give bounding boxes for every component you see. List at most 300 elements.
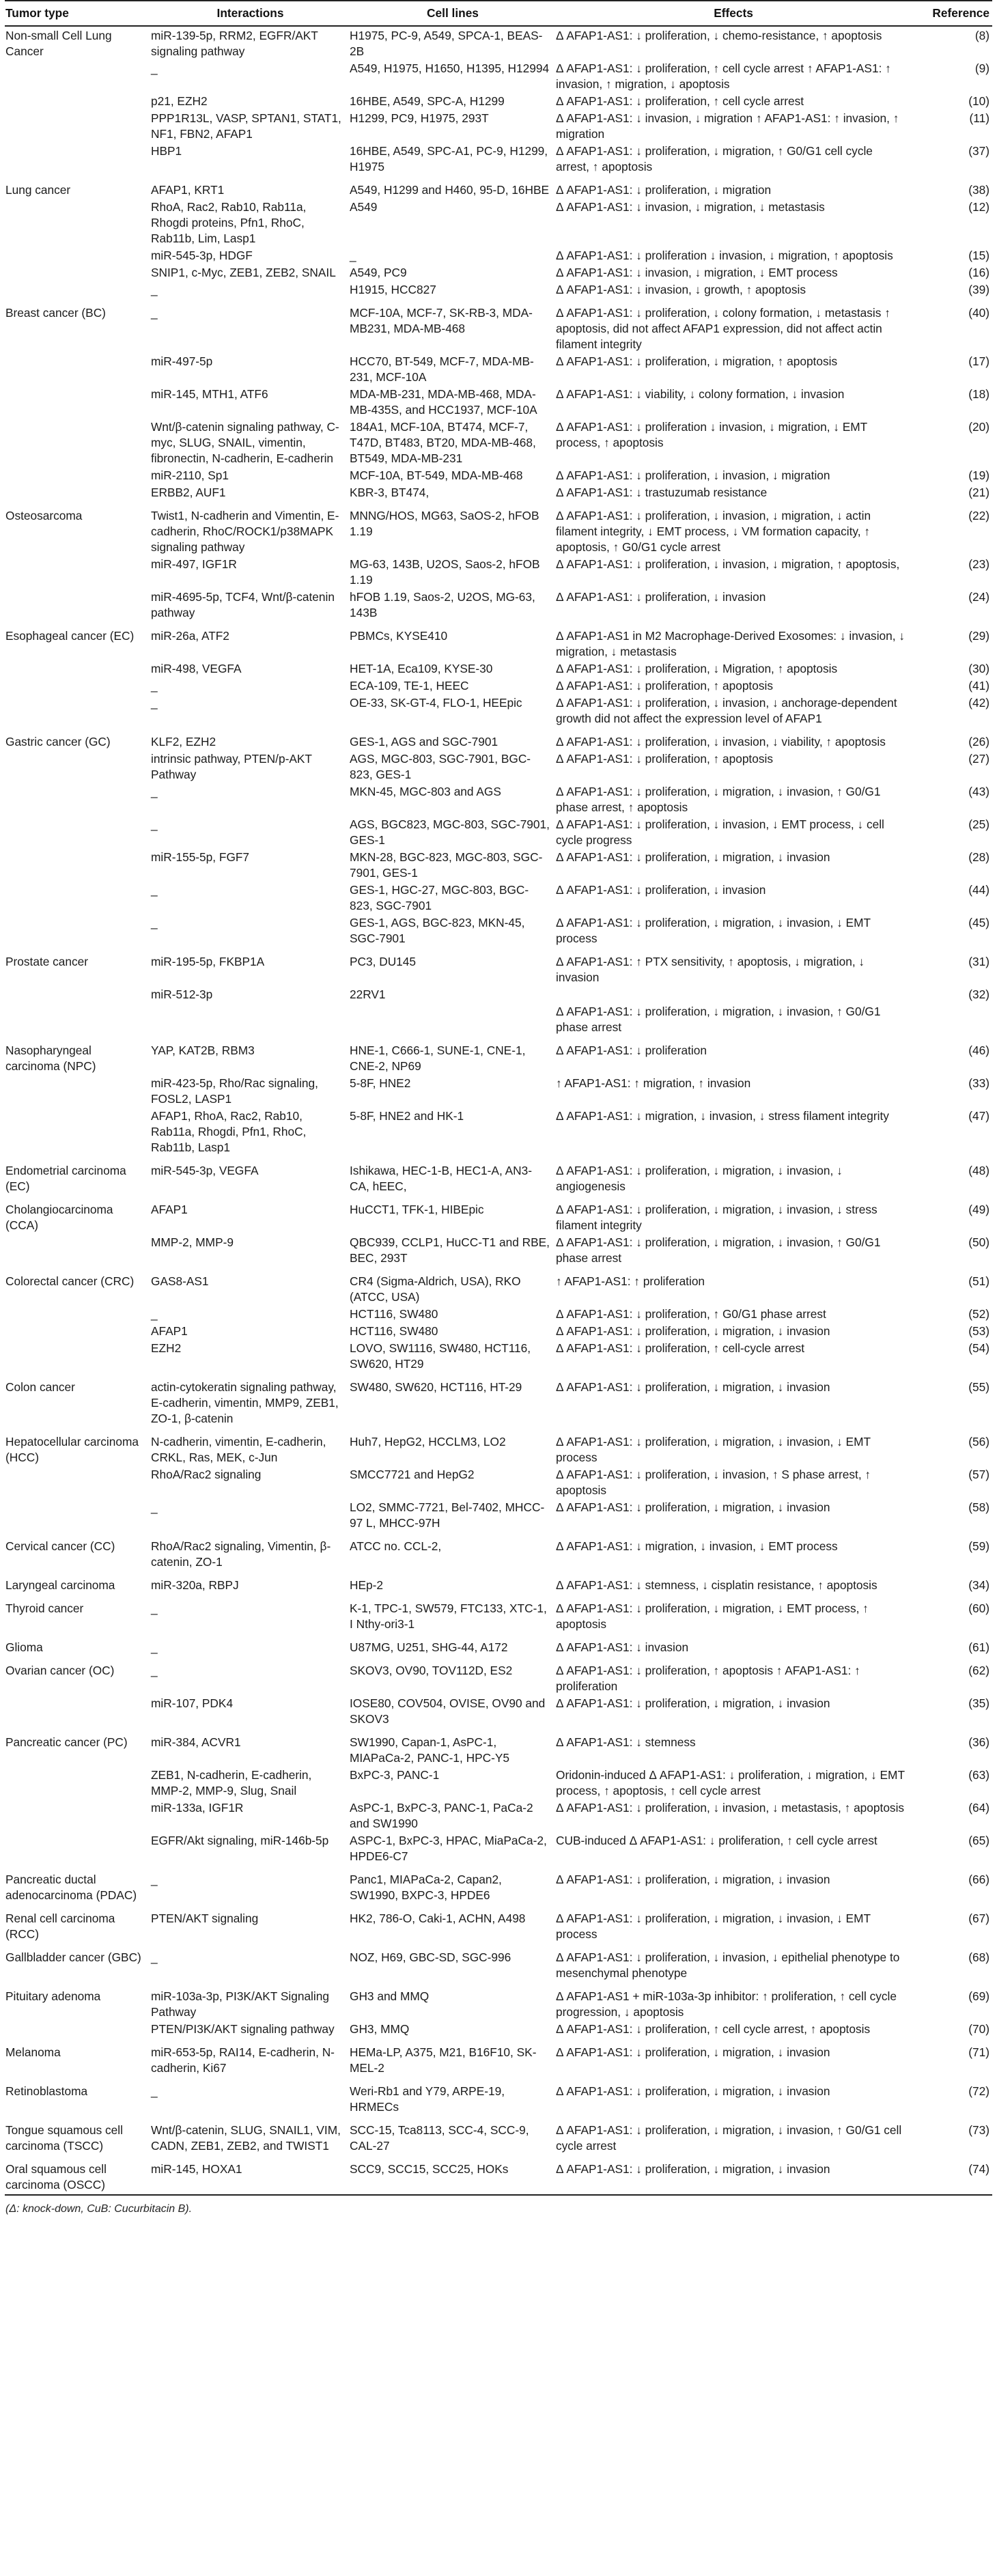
cell-effects: Δ AFAP1-AS1: ↓ proliferation, ↓ invasion, ↓ migration, ↓ actin filament integrity, ↓ EMT process, ↓ VM formation capacity, ↑ apoptosis, ↑ G0/G1 cycle arrest [556, 509, 871, 554]
cell-interactions: RhoA, Rac2, Rab10, Rab11a, Rhogdi proteins, Pfn1, RhoC, Rab11b, Lim, Lasp1 [151, 200, 307, 245]
cell-effects: Δ AFAP1-AS1: ↓ proliferation, ↑ cell cycle arrest, ↑ apoptosis [556, 2022, 871, 2036]
cell-interactions: miR-384, ACVR1 [151, 1735, 241, 1749]
cell-effects: Δ AFAP1-AS1: ↓ proliferation, ↓ invasion [556, 883, 766, 897]
cell-interactions: _ [151, 1500, 158, 1514]
cell-interactions: miR-26a, ATF2 [151, 629, 229, 643]
cell-cell-lines: CR4 (Sigma-Aldrich, USA), RKO (ATCC, USA) [350, 1274, 521, 1304]
cell-cell-lines: SW1990, Capan-1, AsPC-1, MIAPaCa-2, PANC-1, HPC-Y5 [350, 1735, 509, 1765]
cell-effects: Δ AFAP1-AS1: ↓ proliferation, ↑ apoptosis [556, 752, 773, 766]
cell-effects: Δ AFAP1-AS1: ↓ proliferation, ↓ migration, ↓ invasion, ↑ G0/G1 phase arrest, ↑ apoptosis [556, 785, 881, 814]
cell-interactions: _ [151, 785, 158, 798]
cell-reference: (20) [968, 420, 989, 434]
cell-effects: Δ AFAP1-AS1: ↓ proliferation, ↓ chemo-resistance, ↑ apoptosis [556, 29, 882, 42]
cell-interactions: miR-4695-5p, TCF4, Wnt/β-catenin pathway [151, 590, 335, 619]
table-row [5, 142, 992, 175]
cell-interactions: YAP, KAT2B, RBM3 [151, 1044, 255, 1057]
cell-cell-lines: Ishikawa, HEC-1-B, HEC1-A, AN3-CA, hEEC, [350, 1164, 532, 1193]
cell-cell-lines: LOVO, SW1116, SW480, HCT116, SW620, HT29 [350, 1341, 531, 1371]
cell-tumor-type: Ovarian cancer (OC) [5, 1664, 115, 1677]
cell-interactions [151, 1003, 350, 1035]
cell-tumor-type [5, 1233, 151, 1266]
cell-tumor-type: Cholangiocarcinoma (CCA) [5, 1203, 113, 1232]
table-row [5, 660, 992, 677]
cell-reference: (68) [968, 1950, 989, 1964]
cell-cell-lines: NOZ, H69, GBC-SD, SGC-996 [350, 1950, 511, 1964]
cell-tumor-type: Cervical cancer (CC) [5, 1539, 115, 1553]
cell-cell-lines: HET-1A, Eca109, KYSE-30 [350, 662, 493, 675]
cell-effects: Δ AFAP1-AS1: ↑ PTX sensitivity, ↑ apoptosis, ↓ migration, ↓ invasion [556, 955, 865, 984]
cell-reference: (41) [968, 679, 989, 692]
table-row [5, 1322, 992, 1339]
cell-effects: Δ AFAP1-AS1: ↓ proliferation ↓ invasion, ↓ migration, ↑ apoptosis [556, 249, 893, 262]
cell-cell-lines: HCT116, SW480 [350, 1307, 438, 1321]
cell-cell-lines: _ [350, 249, 356, 262]
cell-interactions: _ [151, 1873, 158, 1886]
cell-reference: (43) [968, 785, 989, 798]
cell-interactions: KLF2, EZH2 [151, 735, 216, 748]
cell-cell-lines: GES-1, AGS and SGC-7901 [350, 735, 498, 748]
cell-cell-lines: K-1, TPC-1, SW579, FTC133, XTC-1, I Nthy-ori3-1 [350, 1601, 547, 1631]
cell-reference: (47) [968, 1109, 989, 1123]
header-row [5, 1, 992, 26]
table-row [5, 1466, 992, 1498]
cell-interactions: miR-2110, Sp1 [151, 468, 229, 482]
cell-tumor-type: Non-small Cell Lung Cancer [5, 29, 112, 58]
table-row [5, 1570, 992, 1593]
cell-tumor-type: Renal cell carcinoma (RCC) [5, 1912, 115, 1941]
table-row [5, 1339, 992, 1372]
cell-reference: (48) [968, 1164, 989, 1177]
table-row [5, 985, 992, 1003]
cell-interactions: RhoA/Rac2 signaling [151, 1468, 262, 1481]
cell-cell-lines: MCF-10A, BT-549, MDA-MB-468 [350, 468, 523, 482]
cell-cell-lines: 22RV1 [350, 988, 386, 1001]
table-row [5, 1531, 992, 1570]
cell-interactions: MMP-2, MMP-9 [151, 1235, 234, 1249]
table-row [5, 1981, 992, 2020]
cell-cell-lines: OE-33, SK-GT-4, FLO-1, HEEpic [350, 696, 522, 710]
cell-reference: (53) [968, 1324, 989, 1338]
cell-effects: Δ AFAP1-AS1: ↓ proliferation, ↓ migration, ↓ invasion [556, 2084, 830, 2098]
cell-interactions: miR-103a-3p, PI3K/AKT Signaling Pathway [151, 1989, 329, 2019]
cell-cell-lines: MDA-MB-231, MDA-MB-468, MDA-MB-435S, and HCC1937, MCF-10A [350, 387, 537, 417]
cell-reference: (70) [968, 2022, 989, 2036]
cell-reference: (19) [968, 468, 989, 482]
cell-effects: Δ AFAP1-AS1: ↓ stemness [556, 1735, 696, 1749]
table-row [5, 1305, 992, 1322]
table-row [5, 750, 992, 783]
table-row [5, 727, 992, 750]
cell-reference: (73) [968, 2123, 989, 2137]
cell-reference: (21) [968, 486, 989, 499]
cell-tumor-type: Lung cancer [5, 183, 71, 197]
cell-interactions: AFAP1 [151, 1203, 188, 1216]
cell-tumor-type: Esophageal cancer (EC) [5, 629, 135, 643]
cell-tumor-type [5, 815, 151, 848]
table-body [5, 26, 992, 2195]
cell-interactions: _ [151, 1307, 158, 1321]
cell-cell-lines: SCC9, SCC15, SCC25, HOKs [350, 2154, 556, 2195]
cell-effects: Δ AFAP1-AS1: ↓ invasion, ↓ migration, ↓ EMT process [556, 266, 838, 279]
cell-cell-lines: HuCCT1, TFK-1, HIBEpic [350, 1203, 484, 1216]
cell-tumor-type [5, 109, 151, 142]
cell-tumor-type: Retinoblastoma [5, 2084, 88, 2098]
cell-interactions: actin-cytokeratin signaling pathway, E-cadherin, vimentin, MMP9, ZEB1, ZO-1, β-catenin [151, 1380, 339, 1425]
cell-reference: (22) [968, 509, 989, 522]
cell-reference: (31) [968, 955, 989, 968]
cell-effects: Δ AFAP1-AS1: ↓ proliferation, ↓ invasion, ↓ anchorage-dependent growth did not affect the expression level of AFAP1 [556, 696, 897, 725]
cell-effects: Δ AFAP1-AS1: ↓ proliferation, ↓ migration, ↓ invasion [556, 850, 830, 864]
cell-cell-lines: AGS, BGC823, MGC-803, SGC-7901, GES-1 [350, 817, 550, 847]
table-row [5, 588, 992, 621]
cell-reference: (38) [968, 183, 989, 197]
cell-effects: Δ AFAP1-AS1: ↓ proliferation, ↓ migration, ↓ invasion [556, 2154, 911, 2195]
cell-tumor-type [5, 783, 151, 815]
cell-cell-lines: HK2, 786-O, Caki-1, ACHN, A498 [350, 1912, 526, 1925]
table-row [5, 1035, 992, 1074]
cell-interactions: miR-145, HOXA1 [151, 2154, 350, 2195]
cell-effects: Δ AFAP1-AS1: ↓ proliferation, ↓ migration, ↓ EMT process, ↑ apoptosis [556, 1601, 869, 1631]
cell-effects: Δ AFAP1-AS1: ↓ stemness, ↓ cisplatin resistance, ↑ apoptosis [556, 1578, 877, 1592]
cell-reference: (67) [968, 1912, 989, 1925]
cell-tumor-type: Nasopharyngeal carcinoma (NPC) [5, 1044, 96, 1073]
cell-effects: Δ AFAP1-AS1: ↓ proliferation, ↓ migration, ↓ invasion [556, 1696, 830, 1710]
cell-cell-lines: ATCC no. CCL-2, [350, 1539, 442, 1553]
cell-effects: Δ AFAP1-AS1: ↓ proliferation, ↓ migration, ↓ invasion, ↑ G0/G1 phase arrest [556, 1235, 881, 1265]
cell-cell-lines: SKOV3, OV90, TOV112D, ES2 [350, 1664, 513, 1677]
cell-cell-lines: HNE-1, C666-1, SUNE-1, CNE-1, CNE-2, NP69 [350, 1044, 526, 1073]
cell-interactions: miR-512-3p [151, 988, 213, 1001]
cell-tumor-type [5, 385, 151, 418]
cell-effects: Δ AFAP1-AS1: ↓ proliferation, ↓ migration [556, 183, 772, 197]
cell-tumor-type [5, 484, 151, 501]
cell-reference: (23) [968, 557, 989, 571]
table-row [5, 264, 992, 281]
cell-cell-lines: KBR-3, BT474, [350, 486, 430, 499]
cell-interactions: N-cadherin, vimentin, E-cadherin, CRKL, Ras, MEK, c-Jun [151, 1435, 326, 1464]
cell-reference: (40) [968, 306, 989, 320]
cell-effects: Δ AFAP1-AS1: ↓ proliferation, ↓ migration, ↓ invasion, ↑ G0/G1 cell cycle arrest [556, 2123, 902, 2153]
table-row [5, 1498, 992, 1531]
cell-cell-lines: 16HBE, A549, SPC-A, H1299 [350, 94, 505, 108]
cell-interactions: miR-195-5p, FKBP1A [151, 955, 265, 968]
cell-reference: (33) [968, 1076, 989, 1090]
header-reference: Reference [911, 1, 992, 26]
cell-cell-lines [350, 1003, 556, 1035]
cell-interactions: ZEB1, N-cadherin, E-cadherin, MMP-2, MMP-9, Slug, Snail [151, 1768, 312, 1797]
cell-cell-lines: HEMa-LP, A375, M21, B16F10, SK-MEL-2 [350, 2045, 537, 2075]
cell-cell-lines: ECA-109, TE-1, HEEC [350, 679, 469, 692]
cell-reference: (60) [968, 1601, 989, 1615]
cell-tumor-type [5, 247, 151, 264]
cell-tumor-type [5, 264, 151, 281]
cell-effects: ↑ AFAP1-AS1: ↑ proliferation [556, 1274, 705, 1288]
cell-interactions: miR-497, IGF1R [151, 557, 237, 571]
table-row [5, 298, 992, 352]
cell-reference: (56) [968, 1435, 989, 1448]
cell-reference: (10) [968, 94, 989, 108]
cell-cell-lines: A549, H1299 and H460, 95-D, 16HBE [350, 183, 550, 197]
cell-interactions: _ [151, 1640, 158, 1654]
cell-effects: Δ AFAP1-AS1: ↓ proliferation, ↓ invasion, ↓ EMT process, ↓ cell cycle progress [556, 817, 884, 847]
cell-interactions: miR-155-5p, FGF7 [151, 850, 250, 864]
cell-effects: Δ AFAP1-AS1: ↓ proliferation, ↓ migration, ↓ invasion [556, 1873, 830, 1886]
cell-effects: Δ AFAP1-AS1: ↓ proliferation, ↓ invasion, ↑ S phase arrest, ↑ apoptosis [556, 1468, 871, 1497]
cell-tumor-type [5, 1832, 151, 1864]
cell-cell-lines: BxPC-3, PANC-1 [350, 1768, 440, 1782]
cell-tumor-type: Pancreatic ductal adenocarcinoma (PDAC) [5, 1873, 137, 1902]
table-row [5, 2115, 992, 2154]
table-row [5, 1694, 992, 1727]
cell-tumor-type: Breast cancer (BC) [5, 306, 106, 320]
cell-cell-lines: A549 [350, 200, 378, 214]
cell-effects: Δ AFAP1-AS1: ↓ proliferation, ↓ migration, ↓ invasion [556, 1380, 830, 1394]
cell-cell-lines: IOSE80, COV504, OVISE, OV90 and SKOV3 [350, 1696, 546, 1726]
cell-cell-lines: H1915, HCC827 [350, 283, 436, 296]
cell-interactions: miR-545-3p, VEGFA [151, 1164, 259, 1177]
cell-cell-lines: PC3, DU145 [350, 955, 417, 968]
cell-cell-lines: Weri-Rb1 and Y79, ARPE-19, HRMECs [350, 2084, 505, 2114]
cell-interactions: SNIP1, c-Myc, ZEB1, ZEB2, SNAIL [151, 266, 336, 279]
cell-effects: Δ AFAP1-AS1: ↓ proliferation, ↓ migration, ↓ invasion, ↓ stress filament integrity [556, 1203, 877, 1232]
cell-reference: (57) [968, 1468, 989, 1481]
cell-reference: (62) [968, 1664, 989, 1677]
cell-cell-lines: HCC70, BT-549, MCF-7, MDA-MB-231, MCF-10A [350, 354, 534, 384]
cell-tumor-type [5, 1107, 151, 1156]
cell-cell-lines: hFOB 1.19, Saos-2, U2OS, MG-63, 143B [350, 590, 535, 619]
cell-interactions: miR-133a, IGF1R [151, 1801, 244, 1815]
cell-tumor-type: Osteosarcoma [5, 509, 83, 522]
cell-reference: (18) [968, 387, 989, 401]
cell-cell-lines: 184A1, MCF-10A, BT474, MCF-7, T47D, BT483, BT20, MDA-MB-468, BT549, MDA-MB-231 [350, 420, 536, 465]
cell-cell-lines: Huh7, HepG2, HCCLM3, LO2 [350, 1435, 506, 1448]
cell-reference: (17) [968, 354, 989, 368]
cell-interactions: GAS8-AS1 [151, 1274, 209, 1288]
table-row [5, 92, 992, 109]
cell-tumor-type [5, 1766, 151, 1799]
table-row [5, 621, 992, 660]
cell-tumor-type [5, 750, 151, 783]
cell-reference: (11) [969, 111, 989, 125]
cell-cell-lines: U87MG, U251, SHG-44, A172 [350, 1640, 508, 1654]
cell-effects: Δ AFAP1-AS1: ↓ invasion, ↓ growth, ↑ apoptosis [556, 283, 806, 296]
cell-effects: Δ AFAP1-AS1: ↓ proliferation, ↓ migration, ↓ invasion, ↓ EMT process [556, 1435, 871, 1464]
cell-reference: (24) [968, 590, 989, 604]
cell-effects: Δ AFAP1-AS1: ↓ proliferation, ↓ invasion, ↓ migration, ↑ apoptosis, [556, 557, 900, 571]
cell-effects: Δ AFAP1-AS1: ↓ proliferation, ↑ cell cycle arrest [556, 94, 804, 108]
cell-cell-lines: GH3, MMQ [350, 2022, 410, 2036]
cell-reference: (66) [968, 1873, 989, 1886]
cell-tumor-type [5, 92, 151, 109]
cell-reference: (35) [968, 1696, 989, 1710]
cell-interactions: miR-498, VEGFA [151, 662, 242, 675]
cell-interactions: _ [151, 817, 158, 831]
cell-reference: (29) [968, 629, 989, 643]
cell-effects: Δ AFAP1-AS1: ↓ proliferation, ↓ invasion, ↓ migration [556, 468, 830, 482]
cell-effects: Δ AFAP1-AS1: ↓ proliferation, ↑ apoptosis ↑ AFAP1-AS1: ↑ proliferation [556, 1664, 860, 1693]
table-row [5, 783, 992, 815]
table-row [5, 1427, 992, 1466]
cell-tumor-type [5, 555, 151, 588]
cell-tumor-type: Colon cancer [5, 1380, 75, 1394]
table-row [5, 815, 992, 848]
cell-tumor-type: Prostate cancer [5, 955, 89, 968]
cell-interactions: _ [151, 61, 158, 75]
cell-tumor-type: Pancreatic cancer (PC) [5, 1735, 128, 1749]
cell-reference: (36) [968, 1735, 989, 1749]
cell-reference: (55) [968, 1380, 989, 1394]
cell-interactions: EZH2 [151, 1341, 182, 1355]
cell-tumor-type [5, 1074, 151, 1107]
header-tumor-type: Tumor type [5, 1, 151, 26]
cell-tumor-type [5, 1339, 151, 1372]
cell-tumor-type [5, 59, 151, 92]
table-row [5, 484, 992, 501]
cell-interactions: miR-423-5p, Rho/Rac signaling, FOSL2, LASP1 [151, 1076, 318, 1106]
cell-reference: (52) [968, 1307, 989, 1321]
cell-reference: (64) [968, 1801, 989, 1815]
cell-reference: (63) [968, 1768, 989, 1782]
cell-effects: Δ AFAP1-AS1: ↓ proliferation, ↓ migration, ↓ invasion [556, 2045, 830, 2059]
cell-interactions: intrinsic pathway, PTEN/p-AKT Pathway [151, 752, 312, 781]
cell-reference: (49) [968, 1203, 989, 1216]
cell-effects: Δ AFAP1-AS1: ↓ proliferation, ↓ migration, ↑ apoptosis [556, 354, 838, 368]
cell-interactions: Twist1, N-cadherin and Vimentin, E-cadherin, RhoC/ROCK1/p38MAPK signaling pathway [151, 509, 339, 554]
cell-reference: (39) [968, 283, 989, 296]
cell-interactions: _ [151, 283, 158, 296]
cell-reference: (30) [968, 662, 989, 675]
cell-cell-lines: GES-1, AGS, BGC-823, MKN-45, SGC-7901 [350, 916, 525, 945]
cell-effects: Δ AFAP1-AS1: ↓ proliferation, ↓ migration, ↑ G0/G1 cell cycle arrest, ↑ apoptosis [556, 144, 873, 173]
cell-tumor-type [5, 1694, 151, 1727]
table-row [5, 26, 992, 59]
table-row [5, 198, 992, 247]
table-row [5, 352, 992, 385]
cell-interactions: AFAP1, RhoA, Rac2, Rab10, Rab11a, Rhogdi, Pfn1, RhoC, Rab11b, Lasp1 [151, 1109, 307, 1154]
cell-cell-lines: GES-1, HGC-27, MGC-803, BGC-823, SGC-7901 [350, 883, 529, 912]
cell-tumor-type [5, 466, 151, 484]
cell-tumor-type: Laryngeal carcinoma [5, 1578, 115, 1592]
cell-tumor-type [5, 1799, 151, 1832]
table-row [5, 1003, 992, 1035]
cell-tumor-type [5, 848, 151, 881]
cell-tumor-type [5, 914, 151, 947]
cell-cell-lines: QBC939, CCLP1, HuCC-T1 and RBE, BEC, 293T [350, 1235, 550, 1265]
cell-reference: (54) [968, 1341, 989, 1355]
cell-effects: Δ AFAP1-AS1: ↓ invasion, ↓ migration, ↓ metastasis [556, 200, 825, 214]
cell-tumor-type: Tongue squamous cell carcinoma (TSCC) [5, 2123, 123, 2153]
cell-effects: Δ AFAP1-AS1 in M2 Macrophage-Derived Exosomes: ↓ invasion, ↓ migration, ↓ metastasis [556, 629, 905, 658]
table-row [5, 1593, 992, 1632]
cell-effects: Δ AFAP1-AS1: ↓ proliferation, ↑ cell cycle arrest ↑ AFAP1-AS1: ↑ invasion, ↑ migration, ↓ apoptosis [556, 61, 891, 91]
table-row [5, 677, 992, 694]
cell-cell-lines: 5-8F, HNE2 and HK-1 [350, 1109, 464, 1123]
cell-reference: (51) [968, 1274, 989, 1288]
table-row [5, 1233, 992, 1266]
table-row [5, 2154, 992, 2195]
cell-tumor-type [5, 198, 151, 247]
cell-tumor-type [5, 1466, 151, 1498]
cell-reference: (26) [968, 735, 989, 748]
cell-tumor-type [5, 1003, 151, 1035]
header-cell-lines: Cell lines [350, 1, 556, 26]
cell-cell-lines: PBMCs, KYSE410 [350, 629, 448, 643]
cell-effects: Δ AFAP1-AS1: ↓ trastuzumab resistance [556, 486, 768, 499]
cell-cell-lines: AsPC-1, BxPC-3, PANC-1, PaCa-2 and SW1990 [350, 1801, 533, 1830]
cell-interactions: miR-320a, RBPJ [151, 1578, 239, 1592]
table-row [5, 1832, 992, 1864]
cell-effects: Δ AFAP1-AS1: ↓ proliferation, ↑ G0/G1 phase arrest [556, 1307, 826, 1321]
cell-tumor-type: Melanoma [5, 2045, 61, 2059]
cell-tumor-type [5, 2020, 151, 2037]
cell-effects: Δ AFAP1-AS1: ↓ migration, ↓ invasion, ↓ stress filament integrity [556, 1109, 889, 1123]
cell-cell-lines: MKN-45, MGC-803 and AGS [350, 785, 501, 798]
cell-tumor-type: Hepatocellular carcinoma (HCC) [5, 1435, 139, 1464]
table-row [5, 2076, 992, 2115]
table-row [5, 1903, 992, 1942]
cell-cell-lines: MCF-10A, MCF-7, SK-RB-3, MDA-MB231, MDA-MB-468 [350, 306, 533, 335]
table-header [5, 1, 992, 26]
cell-reference: (46) [968, 1044, 989, 1057]
table-row [5, 1766, 992, 1799]
header-effects: Effects [556, 1, 911, 26]
cell-tumor-type [5, 660, 151, 677]
table-row [5, 247, 992, 264]
cell-tumor-type [5, 418, 151, 466]
cell-effects: Δ AFAP1-AS1: ↓ viability, ↓ colony formation, ↓ invasion [556, 387, 845, 401]
cell-interactions: _ [151, 883, 158, 897]
cell-tumor-type: Pituitary adenoma [5, 1989, 101, 2003]
cell-tumor-type [5, 881, 151, 914]
cell-tumor-type: Thyroid cancer [5, 1601, 84, 1615]
table-row [5, 555, 992, 588]
cell-interactions: _ [151, 916, 158, 929]
cell-reference: (12) [968, 200, 989, 214]
table-row [5, 881, 992, 914]
cell-reference: (74) [911, 2154, 992, 2195]
table-row [5, 1727, 992, 1766]
table-row [5, 1156, 992, 1194]
cell-tumor-type: Endometrial carcinoma (EC) [5, 1164, 126, 1193]
cell-interactions: Wnt/β-catenin, SLUG, SNAIL1, VIM, CADN, ZEB1, ZEB2, and TWIST1 [151, 2123, 341, 2153]
cell-effects: Δ AFAP1-AS1: ↓ proliferation, ↓ migration, ↓ invasion, ↓ EMT process [556, 916, 871, 945]
table-row [5, 2020, 992, 2037]
table-row [5, 385, 992, 418]
cell-reference: (59) [968, 1539, 989, 1553]
cell-effects: Δ AFAP1-AS1: ↓ proliferation, ↑ apoptosis [556, 679, 773, 692]
cell-reference: (65) [968, 1834, 989, 1847]
cell-interactions: _ [151, 696, 158, 710]
cell-effects: Δ AFAP1-AS1: ↓ proliferation, ↓ invasion, ↓ metastasis, ↑ apoptosis [556, 1801, 905, 1815]
cell-effects: Δ AFAP1-AS1: ↓ invasion, ↓ migration ↑ AFAP1-AS1: ↑ invasion, ↑ migration [556, 111, 899, 141]
cell-reference: (50) [968, 1235, 989, 1249]
cell-effects: ↑ AFAP1-AS1: ↑ migration, ↑ invasion [556, 1076, 751, 1090]
cell-interactions: miR-145, MTH1, ATF6 [151, 387, 268, 401]
table-row [5, 175, 992, 198]
cell-interactions: PTEN/AKT signaling [151, 1912, 259, 1925]
cell-tumor-type [5, 1305, 151, 1322]
table-row [5, 2037, 992, 2076]
cell-cell-lines: Panc1, MIAPaCa-2, Capan2, SW1990, BXPC-3, HPDE6 [350, 1873, 502, 1902]
cell-reference: (61) [968, 1640, 989, 1654]
cell-interactions: miR-107, PDK4 [151, 1696, 234, 1710]
cell-effects: Oridonin-induced Δ AFAP1-AS1: ↓ proliferation, ↓ migration, ↓ EMT process, ↑ apoptosis, ↑ cell cycle arrest [556, 1768, 905, 1797]
cell-effects: Δ AFAP1-AS1: ↓ proliferation, ↓ migration, ↓ invasion, ↓ EMT process [556, 1912, 871, 1941]
cell-reference: (72) [968, 2084, 989, 2098]
cell-interactions: p21, EZH2 [151, 94, 208, 108]
cell-interactions: HBP1 [151, 144, 182, 158]
cell-interactions: _ [151, 2084, 158, 2098]
